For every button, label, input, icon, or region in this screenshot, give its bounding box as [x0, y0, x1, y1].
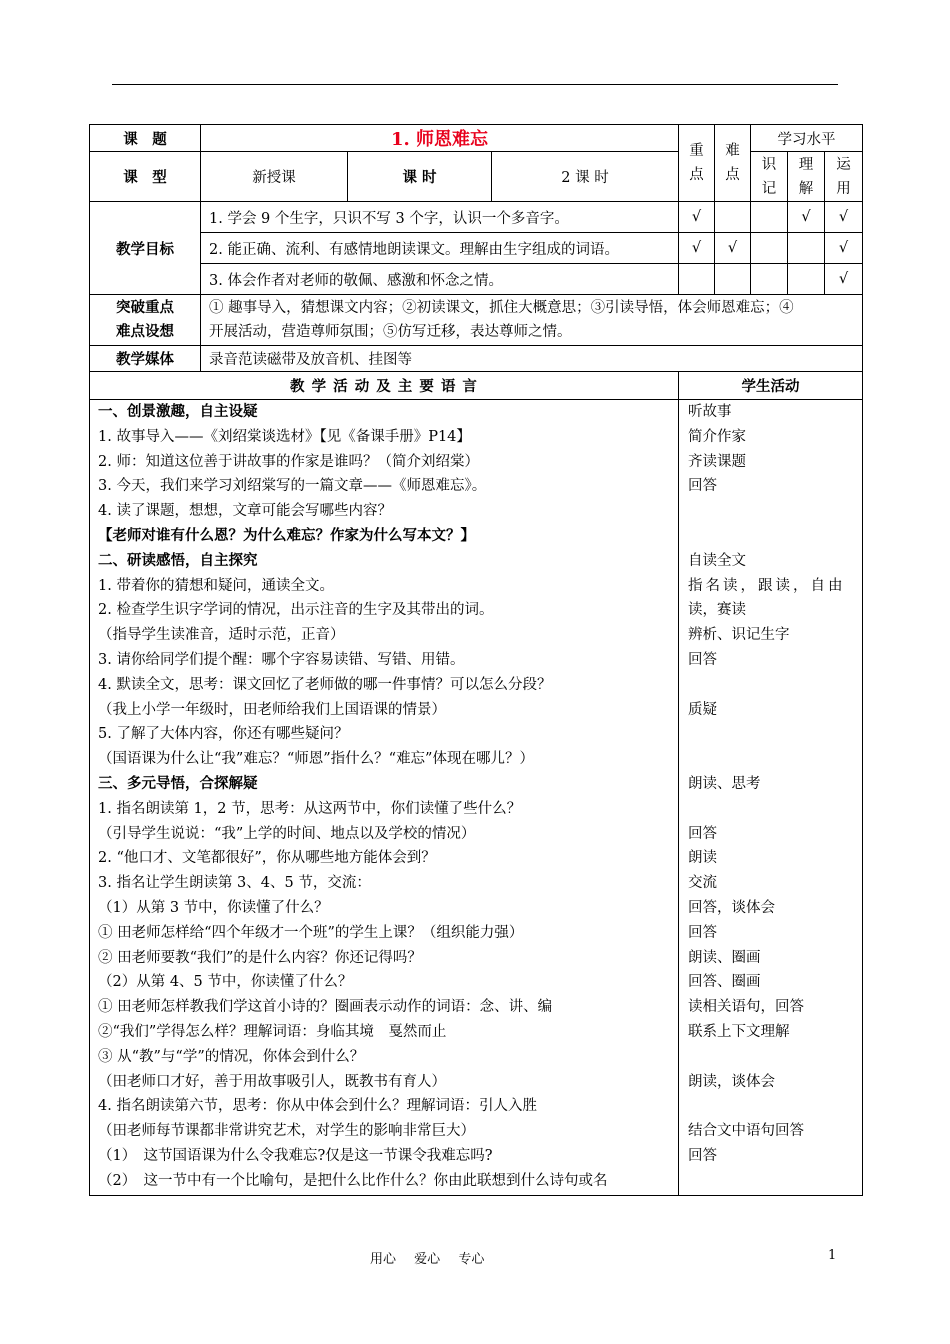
objective-difficulty-mark [715, 264, 751, 295]
activity-line: 3. 指名让学生朗读第 3、4、5 节，交流： [98, 875, 371, 892]
student-activity-line [688, 524, 862, 549]
student-activity-line: 交流 [688, 875, 717, 892]
activity-line: ② 田老师要教“我们”的是什么内容？你还记得吗？ [98, 949, 422, 966]
objective-understand-mark: √ [788, 202, 825, 233]
student-activity-line: 回答，谈体会 [688, 899, 775, 916]
student-activity-line: 回答 [688, 1147, 717, 1164]
level-understand: 理 解 [788, 152, 825, 202]
objectives-label: 教学目标 [90, 202, 201, 295]
activity-line: （2）从第 4、5 节中，你读懂了什么？ [98, 974, 353, 991]
activity-line: 3. 今天，我们来学习刘绍棠写的一篇文章——《师恩难忘》。 [98, 478, 487, 495]
student-activity-line: 结合文中语句回答 [688, 1123, 804, 1140]
activity-line: （田老师口才好，善于用故事吸引人，既教书有育人） [98, 1073, 446, 1090]
student-activity-line [688, 499, 862, 524]
breakthrough-label: 突破重点 难点设想 [90, 295, 201, 346]
objective-apply-mark: √ [825, 264, 863, 295]
student-activity-line: 齐读课题 [688, 453, 746, 470]
objective-focus-mark: √ [679, 233, 715, 264]
footer-motto-2: 爱心 [414, 1252, 441, 1267]
objective-focus-mark [679, 264, 715, 295]
student-activity-line: 朗读、圈画 [688, 949, 761, 966]
breakthrough-text: ① 趣事导入，猜想课文内容；②初读课文，抓住大概意思；③引读导悟，体会师恩难忘；④ 开展活动，营造尊师氛围；⑤仿写迁移，表达尊师之情。 [201, 295, 863, 346]
activity-line: 4. 读了课题，想想，文章可能会写哪些内容？ [98, 503, 392, 520]
activity-line: 1. 指名朗读第 1，2 节，思考：从这两节中，你们读懂了些什么？ [98, 800, 522, 817]
student-activities-content [679, 400, 863, 1196]
footer-motto [370, 1248, 498, 1267]
student-activity-line [688, 673, 862, 698]
hours-value: 2 课 时 [492, 152, 679, 202]
student-activity-line: 朗读 [688, 850, 717, 867]
footer-motto-1: 用心 [370, 1252, 397, 1267]
activity-line: ① 田老师怎样教我们学这首小诗的？圈画表示动作的词语：念、讲、编 [98, 999, 553, 1016]
activity-line: （指导学生读准音，适时示范，正音） [98, 627, 345, 644]
student-activity-line: 自读全文 [688, 552, 746, 569]
student-activity-line: 读相关语句，回答 [688, 999, 804, 1016]
difficulty-header: 难 点 [715, 125, 751, 202]
student-activity-line [688, 1045, 862, 1070]
activity-line: 2. “他口才、文笔都很好”，你从哪些地方能体会到？ [98, 850, 436, 867]
objective-text: 2. 能正确、流利、有感情地朗读课文。理解由生字组成的词语。 [201, 233, 679, 264]
activity-line: 1. 故事导入——《刘绍棠谈选材》【见《备课手册》P14】 [98, 428, 471, 445]
activity-line: ②“我们”学得怎么样？理解词语：身临其境 戛然而止 [98, 1023, 447, 1040]
student-activity-line: 回答 [688, 924, 717, 941]
student-activity-line: 联系上下文理解 [688, 1023, 790, 1040]
activity-line: ① 田老师怎样给“四个年级才一个班”的学生上课？（组织能力强） [98, 924, 524, 941]
activity-line: 一、创景激趣，自主设疑 [98, 403, 258, 420]
student-activity-line [688, 797, 862, 822]
level-apply: 运 用 [825, 152, 863, 202]
hours-label: 课 时 [348, 152, 492, 202]
student-activity-line: 回答 [688, 825, 717, 842]
page-number: 1 [828, 1248, 837, 1263]
objective-understand-mark [788, 233, 825, 264]
lesson-plan-table [89, 124, 863, 1196]
student-activities-header: 学生活动 [679, 372, 863, 400]
activity-line: 3. 请你给同学们提个醒：哪个字容易读错、写错、用错。 [98, 651, 465, 668]
header-rule [112, 84, 838, 85]
student-activity-line: 朗读、思考 [688, 775, 761, 792]
student-activity-line [688, 722, 862, 747]
objective-difficulty-mark: √ [715, 233, 751, 264]
type-value: 新授课 [201, 152, 348, 202]
media-label: 教学媒体 [90, 346, 201, 372]
student-activity-line: 辨析、识记生字 [688, 627, 790, 644]
student-activity-line: 指名读，跟读，自由 [688, 577, 846, 594]
activity-line: 【老师对谁有什么恩？为什么难忘？作家为什么写本文？】 [98, 526, 475, 544]
activity-line: 4. 默读全文，思考：课文回忆了老师做的哪一件事情？可以怎么分段？ [98, 676, 552, 693]
type-label: 课 型 [90, 152, 201, 202]
objective-recognize-mark [751, 264, 788, 295]
level-recognize: 识 记 [751, 152, 788, 202]
student-activity-line: 朗读，谈体会 [688, 1073, 775, 1090]
objective-text: 3. 体会作者对老师的敬佩、感激和怀念之情。 [201, 264, 679, 295]
objective-apply-mark: √ [825, 233, 863, 264]
activity-line: 4. 指名朗读第六节，思考：你从中体会到什么？理解词语：引人入胜 [98, 1098, 537, 1115]
objective-recognize-mark [751, 202, 788, 233]
objective-difficulty-mark [715, 202, 751, 233]
student-activity-line: 听故事 [688, 404, 732, 420]
activities-content [90, 400, 679, 1196]
activity-line: （1）从第 3 节中，你读懂了什么？ [98, 899, 329, 916]
activity-line: （2） 这一节中有一个比喻句，是把什么比作什么？你由此联想到什么诗句或名 [98, 1172, 608, 1189]
student-activity-line: 简介作家 [688, 428, 746, 445]
objective-text: 1. 学会 9 个生字，只识不写 3 个字，认识一个多音字。 [201, 202, 679, 233]
activity-line: 二、研读感悟，自主探究 [98, 551, 258, 569]
objective-apply-mark: √ [825, 202, 863, 233]
activity-line: 2. 师：知道这位善于讲故事的作家是谁吗？（简介刘绍棠） [98, 453, 479, 470]
footer-motto-3: 专心 [458, 1252, 485, 1267]
focus-header: 重 点 [679, 125, 715, 202]
activity-line: 三、多元导悟，合探解疑 [98, 774, 258, 792]
objective-understand-mark [788, 264, 825, 295]
lesson-title: 1. 师恩难忘 [201, 125, 679, 152]
activity-line: ③ 从“教”与“学”的情况，你体会到什么？ [98, 1048, 365, 1065]
student-activity-line [688, 1094, 862, 1119]
activities-header: 教 学 活 动 及 主 要 语 言 [90, 372, 679, 400]
student-activity-line: 回答、圈画 [688, 974, 761, 991]
student-activity-line: 读，赛读 [688, 602, 746, 619]
activity-line: （1） 这节国语课为什么令我难忘?仅是这一节课令我难忘吗? [98, 1147, 493, 1164]
activity-line: （国语课为什么让“我”难忘？“师恩”指什么？“难忘”体现在哪儿？） [98, 751, 534, 768]
level-header: 学习水平 [751, 125, 863, 152]
objective-recognize-mark [751, 233, 788, 264]
media-value: 录音范读磁带及放音机、挂图等 [201, 346, 863, 372]
student-activity-line [688, 1169, 862, 1194]
activity-line: （田老师每节课都非常讲究艺术，对学生的影响非常巨大） [98, 1123, 475, 1140]
activity-line: （我上小学一年级时，田老师给我们上国语课的情景） [98, 701, 446, 718]
activity-line: 1. 带着你的猜想和疑问，通读全文。 [98, 577, 334, 594]
student-activity-line [688, 747, 862, 772]
activity-line: （引导学生说说：“我”上学的时间、地点以及学校的情况） [98, 825, 476, 842]
objective-focus-mark: √ [679, 202, 715, 233]
title-label: 课 题 [90, 125, 201, 152]
activity-line: 5. 了解了大体内容，你还有哪些疑问？ [98, 726, 349, 743]
student-activity-line: 回答 [688, 478, 717, 495]
student-activity-line: 质疑 [688, 701, 717, 718]
activity-line: 2. 检查学生识字学词的情况，出示注音的生字及其带出的词。 [98, 602, 494, 619]
student-activity-line: 回答 [688, 651, 717, 668]
